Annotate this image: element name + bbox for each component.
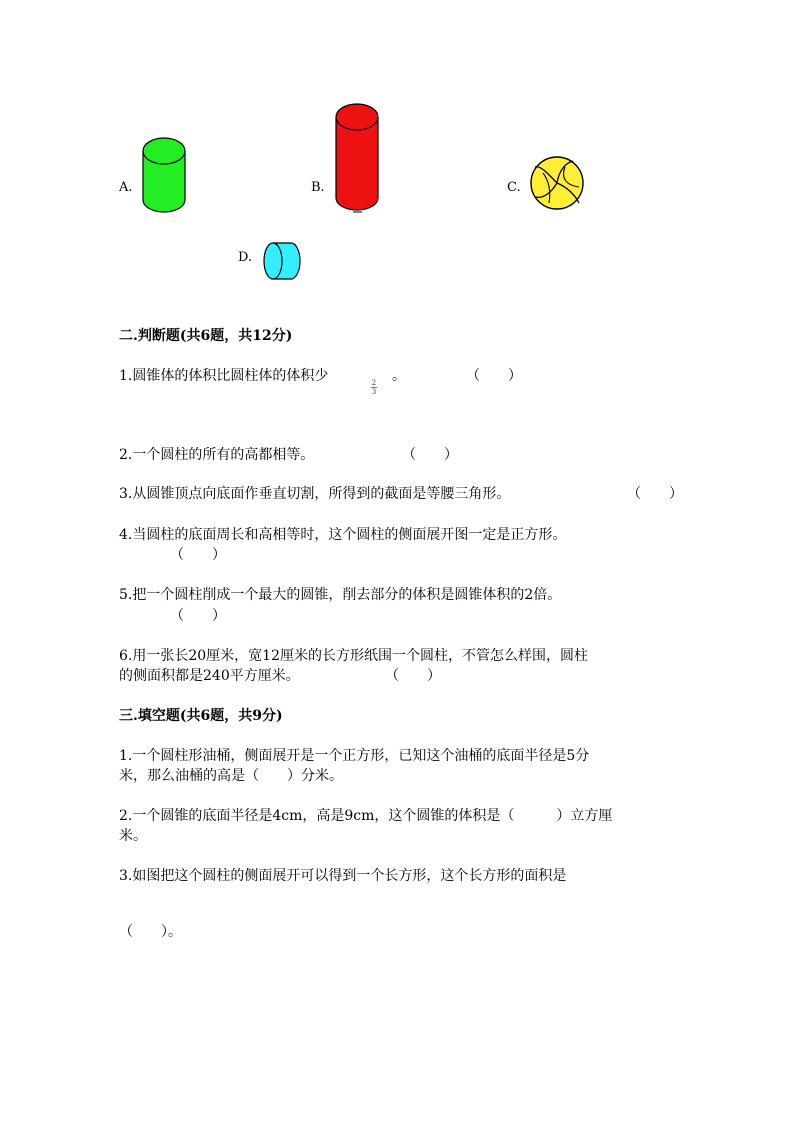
fill-question-3-line1: 3.如图把这个圆柱的侧面展开可以得到一个长方形，这个长方形的面积是 [119,868,567,884]
answer-bracket[interactable]: （ ） [170,547,226,563]
fill-question-1-line2: 米，那么油桶的高是（ ）分米。 [119,768,343,784]
question-6-line1: 6.用一张长20厘米，宽12厘米的长方形纸围一个圆柱，不管怎么样围，圆柱 [119,648,588,664]
section-heading-judgement: 二.判断题(共6题，共12分) [119,328,293,344]
question-1-text: 1.圆锥体的体积比圆柱体的体积少 [119,368,329,384]
answer-bracket[interactable]: （ ） [170,608,226,624]
cylinder-icon [142,136,188,214]
fill-question-3-line2[interactable]: （ ）。 [119,924,182,940]
question-6-line2: 的侧面积都是240平方厘米。 [119,668,300,684]
answer-bracket[interactable]: （ ） [627,486,683,502]
option-d-label: D. [238,250,253,265]
short-cylinder-icon [263,242,303,280]
answer-bracket[interactable]: （ ） [466,368,522,384]
question-2-text: 2.一个圆柱的所有的高都相等。 [119,447,315,463]
answer-bracket[interactable]: （ ） [402,447,458,463]
answer-bracket[interactable]: （ ） [385,668,441,684]
volleyball-icon [529,155,585,211]
fill-question-2-line2: 米。 [119,828,147,844]
question-3-text: 3.从圆锥顶点向底面作垂直切割，所得到的截面是等腰三角形。 [119,486,511,502]
question-1-end: 。 [392,368,406,384]
fraction-two-thirds [369,379,379,396]
fill-question-2-line1: 2.一个圆锥的底面半径是4cm，高是9cm，这个圆锥的体积是（ ）立方厘 [119,808,613,824]
option-b-label: B. [311,180,325,195]
fill-question-1-line1: 1.一个圆柱形油桶，侧面展开是一个正方形，已知这个油桶的底面半径是5分 [119,748,590,764]
question-4-text: 4.当圆柱的底面周长和高相等时，这个圆柱的侧面展开图一定是正方形。 [119,527,567,543]
question-5-text: 5.把一个圆柱削成一个最大的圆锥，削去部分的体积是圆锥体积的2倍。 [119,587,562,603]
option-a-label: A. [119,180,133,195]
fraction-numerator: 2 [371,379,377,387]
fraction-denominator: 3 [371,388,377,396]
option-c-label: C. [507,180,521,195]
section-heading-fill-blank: 三.填空题(共6题，共9分) [119,708,283,724]
tall-cylinder-icon [335,102,381,214]
